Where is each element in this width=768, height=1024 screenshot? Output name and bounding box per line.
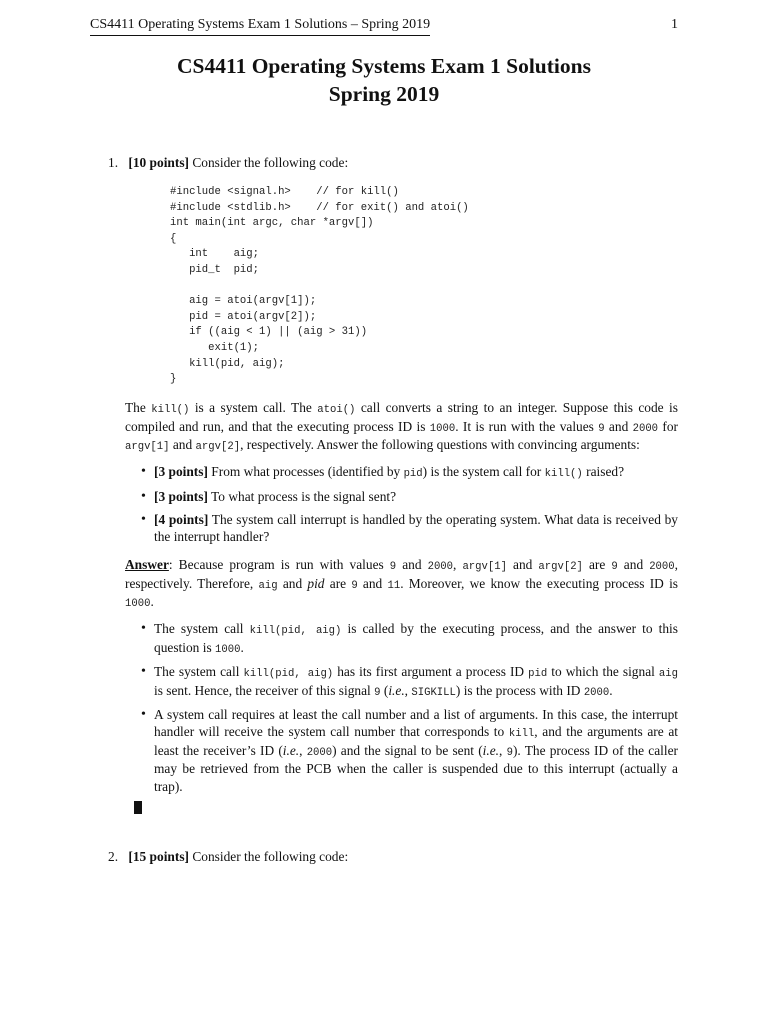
text: . xyxy=(240,639,244,655)
text: , xyxy=(499,742,507,758)
text: . Moreover, we know the executing process ID is xyxy=(400,575,678,591)
text: From what processes (identified by xyxy=(207,464,404,479)
text: , xyxy=(299,742,307,758)
inline-code: 9 xyxy=(506,746,513,759)
code-line: int main(int argc, char *argv[]) xyxy=(170,217,374,230)
inline-code: argv[2] xyxy=(195,441,241,454)
inline-code: aig xyxy=(258,579,278,592)
inline-code: kill(pid, aig) xyxy=(243,668,334,681)
text: are xyxy=(324,575,352,591)
inline-code: 2000 xyxy=(583,686,610,699)
code-line: kill(pid, aig); xyxy=(170,357,285,370)
question-number: 2. xyxy=(108,849,119,864)
text: The system call interrupt is handled by the operating system. What data is received by the interrupt handler? xyxy=(154,511,678,544)
text: , and the arguments are at least the receiver’s ID ( xyxy=(154,724,678,758)
sub-question-points: [3 points] xyxy=(154,464,208,479)
italic-text: pid xyxy=(307,575,325,591)
text: To what process is the signal sent? xyxy=(207,488,397,504)
text: . xyxy=(609,682,613,698)
inline-code: 1000 xyxy=(215,643,241,656)
inline-code: 9 xyxy=(389,561,397,573)
text: are xyxy=(582,557,612,572)
text: and xyxy=(277,575,308,591)
text: and xyxy=(506,557,539,572)
answer-item xyxy=(125,706,678,795)
sub-question xyxy=(125,463,678,482)
answer-list xyxy=(125,620,678,795)
text: call converts a string to an integer. Suppose this code is compiled and run, and that the executing process ID is xyxy=(125,400,678,434)
inline-code: atoi() xyxy=(317,404,356,416)
code-line: exit(1); xyxy=(170,341,260,354)
inline-code: kill xyxy=(508,728,535,741)
text: and xyxy=(357,575,388,591)
text: , xyxy=(404,682,412,698)
text: The system call xyxy=(154,621,250,636)
inline-code: 9 xyxy=(374,686,381,699)
text: and xyxy=(604,418,633,434)
text: to which the signal xyxy=(547,664,659,680)
text: , respectively. Answer the following questions with convincing arguments: xyxy=(240,437,640,453)
inline-code: 2000 xyxy=(427,561,454,573)
text: raised? xyxy=(582,464,625,479)
inline-code: 2000 xyxy=(306,746,333,759)
code-line: #include <signal.h> // for kill() xyxy=(170,186,399,198)
text: is called by the executing process, and the answer to this question is xyxy=(154,621,678,655)
sub-question xyxy=(125,511,678,545)
text: ). The process ID of the caller may be retrieved from the PCB when the caller is suspended due to this interrupt (actually a trap). xyxy=(154,742,678,794)
inline-code: argv[1] xyxy=(125,441,170,454)
text: . xyxy=(150,594,154,610)
page-title xyxy=(90,52,678,108)
text: ) and the signal to be sent ( xyxy=(332,742,483,758)
inline-code: kill() xyxy=(544,468,583,480)
code-line: { xyxy=(170,232,177,245)
italic-text: i.e. xyxy=(482,742,500,758)
inline-code: pid xyxy=(403,468,423,480)
inline-code: 2000 xyxy=(649,561,675,573)
text: is sent. Hence, the receiver of this signal xyxy=(154,682,375,698)
sub-question-list xyxy=(125,463,678,545)
sub-question xyxy=(125,488,678,505)
inline-code: 1000 xyxy=(429,422,456,435)
inline-code: argv[1] xyxy=(462,561,507,573)
italic-text: i.e. xyxy=(388,682,405,698)
text: The system call xyxy=(154,664,244,680)
inline-code: 9 xyxy=(351,579,358,592)
answer-label: Answer xyxy=(125,557,169,572)
text: A system call requires at least the call number and a list of arguments. In this case, the interrupt handler will receive the system call number that corresponds to xyxy=(154,707,678,740)
title-line-2: Spring 2019 xyxy=(328,82,440,106)
question-2-heading xyxy=(108,848,678,865)
question-prompt: Consider the following code: xyxy=(189,155,349,170)
code-line: int aig; xyxy=(170,248,260,261)
text: The xyxy=(125,400,152,415)
question-number: 1. xyxy=(108,155,119,170)
text: and xyxy=(169,437,196,453)
text: is a system call. The xyxy=(189,400,318,415)
inline-code: 9 xyxy=(598,422,605,435)
text: and xyxy=(617,557,650,572)
answer-item xyxy=(125,620,678,657)
text: has its first argument a process ID xyxy=(333,664,529,680)
text: , xyxy=(453,557,463,572)
sub-question-points: [3 points] xyxy=(154,488,208,504)
inline-code: 9 xyxy=(611,561,618,573)
question-1-description xyxy=(125,399,678,455)
answer-paragraph xyxy=(125,556,678,612)
code-line: #include <stdlib.h> // for exit() and atoi() xyxy=(170,201,469,214)
inline-code: 1000 xyxy=(125,598,151,611)
inline-code: 11 xyxy=(387,579,401,592)
running-header xyxy=(90,16,678,36)
text: . It is run with the values xyxy=(455,418,599,434)
inline-code: 2000 xyxy=(632,422,659,435)
code-line: if ((aig < 1) || (aig > 31)) xyxy=(170,326,368,339)
title-line-1: CS4411 Operating Systems Exam 1 Solutions xyxy=(177,54,591,78)
code-line: } xyxy=(170,373,177,386)
answer-item xyxy=(125,663,678,700)
inline-code: pid xyxy=(528,668,548,681)
text: ) is the process with ID xyxy=(455,682,584,698)
text: , respectively. Therefore, xyxy=(125,557,678,591)
inline-code: aig xyxy=(658,668,678,681)
end-of-solution-mark xyxy=(134,801,142,814)
inline-code: argv[2] xyxy=(538,561,583,573)
text: : Because program is run with values xyxy=(168,557,390,572)
page-number: 1 xyxy=(671,17,678,32)
code-listing xyxy=(170,185,469,388)
code-line: aig = atoi(argv[1]); xyxy=(170,295,317,308)
running-title: CS4411 Operating Systems Exam 1 Solutions – Spring 2019 xyxy=(90,16,430,36)
text: and xyxy=(396,557,428,572)
question-points: [10 points] xyxy=(128,155,189,170)
inline-code: kill() xyxy=(151,404,190,416)
italic-text: i.e. xyxy=(282,742,300,758)
question-1-heading xyxy=(108,154,678,171)
sub-question-points: [4 points] xyxy=(154,511,209,527)
inline-code: kill(pid, aig) xyxy=(249,625,342,637)
question-points: [15 points] xyxy=(128,849,189,864)
code-line: pid_t pid; xyxy=(170,263,260,276)
question-prompt: Consider the following code: xyxy=(189,849,349,864)
text: ) is the system call for xyxy=(422,464,545,479)
code-line: pid = atoi(argv[2]); xyxy=(170,310,317,323)
text: for xyxy=(658,418,678,434)
inline-code: SIGKILL xyxy=(411,686,456,699)
text: ( xyxy=(380,682,389,698)
